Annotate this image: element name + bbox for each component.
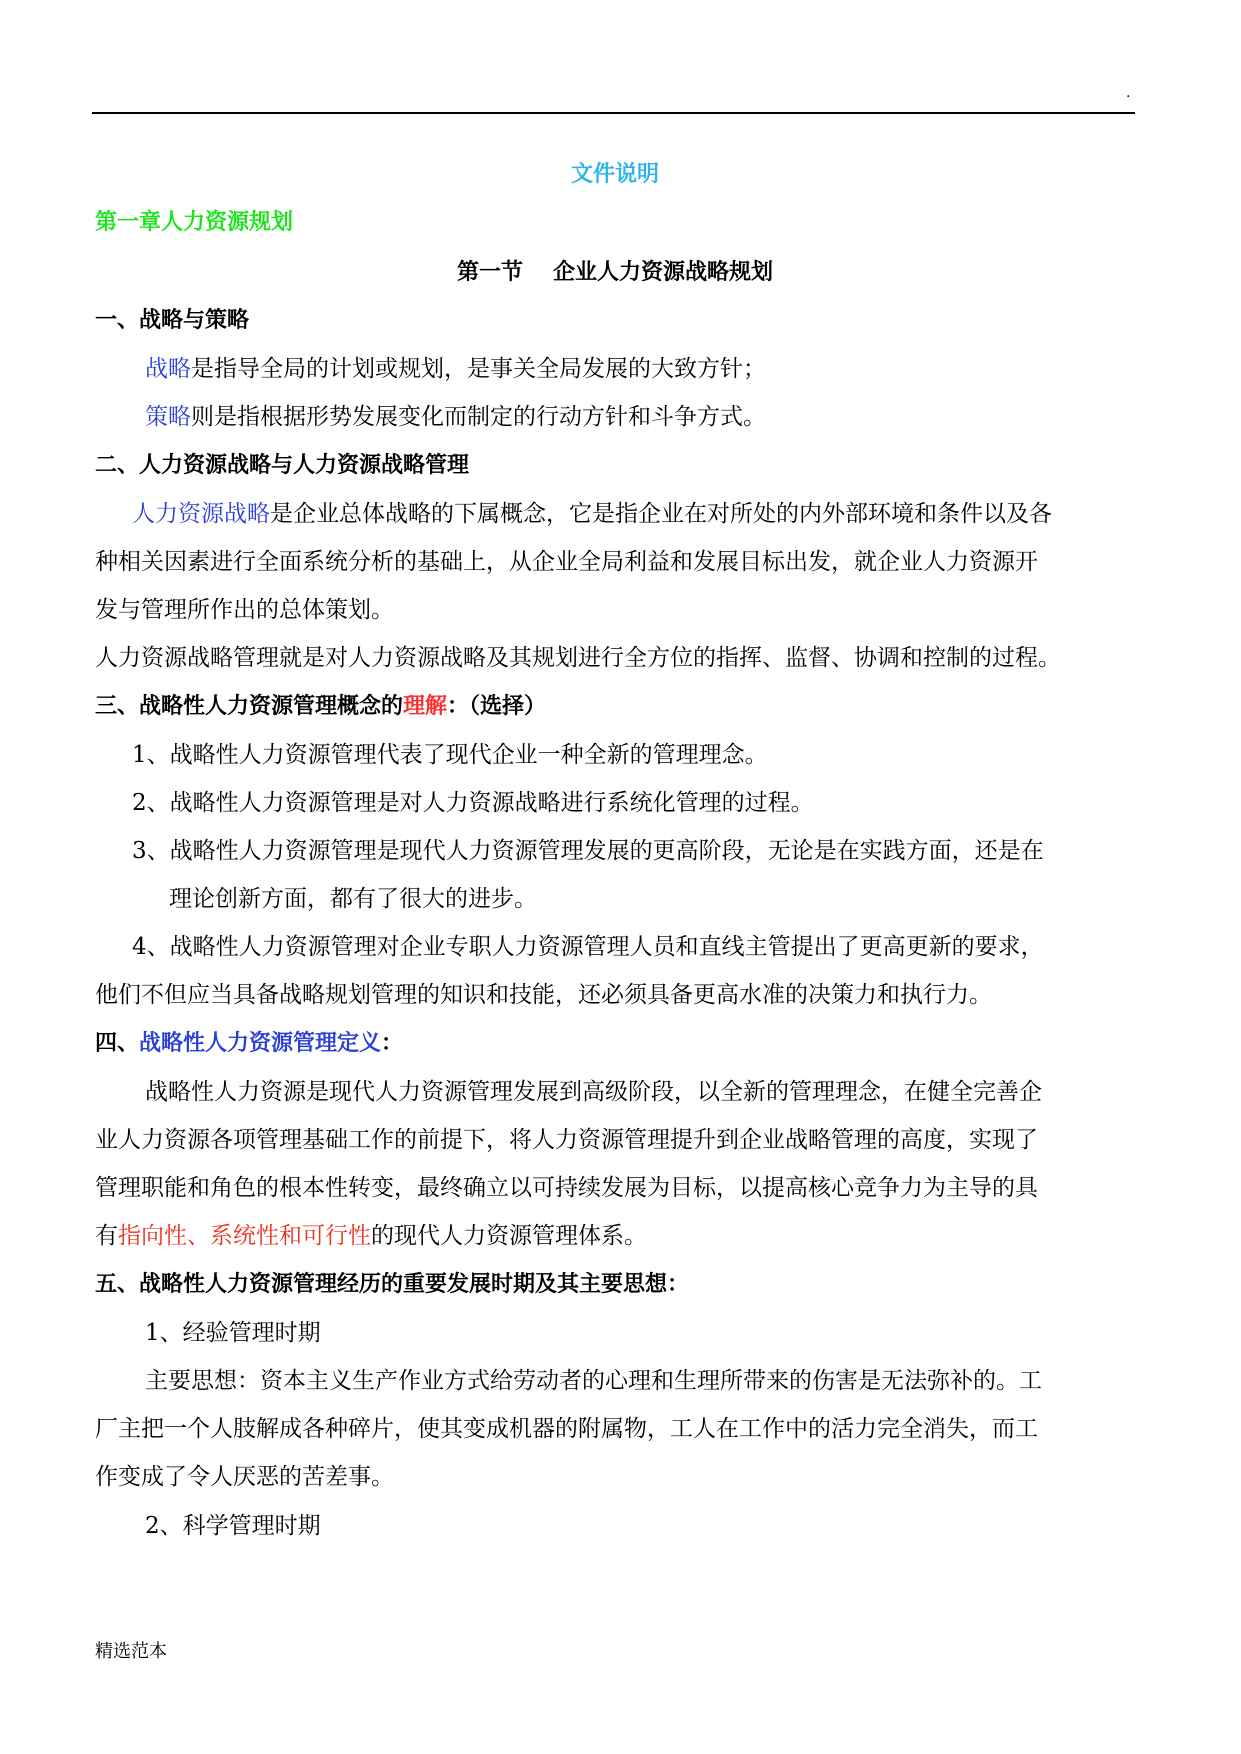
list-item-3-line1: 3、战略性人力资源管理是现代人力资源管理发展的更高阶段，无论是在实践方面，还是在 xyxy=(132,838,1044,864)
heading-strategy-tactics: 一、战略与策略 xyxy=(95,308,250,333)
definition-line4: 有指向性、系统性和可行性的现代人力资源管理体系。 xyxy=(95,1223,647,1249)
list-item-1: 1、战略性人力资源管理代表了现代企业一种全新的管理理念。 xyxy=(132,742,768,768)
paragraph-hr-strategy-line2: 种相关因素进行全面系统分析的基础上，从企业全局利益和发展目标出发，就企业人力资源开 xyxy=(95,549,1038,575)
main-thought-line2: 厂主把一个人肢解成各种碎片，使其变成机器的附属物，工人在工作中的活力完全消失，而工 xyxy=(95,1416,1038,1442)
heading-hr-strategy: 二、人力资源战略与人力资源战略管理 xyxy=(95,453,470,478)
paragraph-hr-strategy-management: 人力资源战略管理就是对人力资源战略及其规划进行全方位的指挥、监督、协调和控制的过程。 xyxy=(95,645,1061,671)
term-hr-strategy: 人力资源战略 xyxy=(132,501,270,527)
paragraph-tactics: 策略则是指根据形势发展变化而制定的行动方针和斗争方式。 xyxy=(145,404,766,430)
list-item-2: 2、战略性人力资源管理是对人力资源战略进行系统化管理的过程。 xyxy=(132,790,814,816)
term-strategic-hrm-definition: 战略性人力资源管理定义 xyxy=(139,1031,382,1056)
heading-strategic-hrm-understanding: 三、战略性人力资源管理概念的理解：（选择） xyxy=(95,694,547,719)
paragraph-hr-strategy-line3: 发与管理所作出的总体策划。 xyxy=(95,597,394,623)
paragraph-strategy: 战略是指导全局的计划或规划，是事关全局发展的大致方针； xyxy=(145,356,766,382)
definition-line3: 管理职能和角色的根本性转变，最终确立以可持续发展为目标，以提高核心竞争力为主导的具 xyxy=(95,1175,1038,1201)
main-thought-line3: 作变成了令人厌恶的苦差事。 xyxy=(95,1464,394,1490)
definition-line1: 战略性人力资源是现代人力资源管理发展到高级阶段，以全新的管理理念，在健全完善企 xyxy=(145,1079,1042,1105)
list-item-4-line2: 他们不但应当具备战略规划管理的知识和技能，还必须具备更高水准的决策力和执行力。 xyxy=(95,982,992,1008)
section-label: 第一节 xyxy=(456,260,523,285)
heading-development-periods: 五、战略性人力资源管理经历的重要发展时期及其主要思想： xyxy=(95,1272,690,1297)
header-rule xyxy=(92,112,1135,114)
definition-line2: 业人力资源各项管理基础工作的前提下，将人力资源管理提升到企业战略管理的高度，实现了 xyxy=(95,1127,1038,1153)
chapter-heading: 第一章人力资源规划 xyxy=(95,210,294,235)
main-thought-line1: 主要思想：资本主义生产作业方式给劳动者的心理和生理所带来的伤害是无法弥补的。工 xyxy=(145,1368,1042,1394)
document-title: 文件说明 xyxy=(570,162,659,187)
term-strategy: 战略 xyxy=(145,356,191,382)
highlight-properties: 指向性、系统性和可行性 xyxy=(118,1223,371,1249)
section-title: 企业人力资源战略规划 xyxy=(553,260,774,285)
term-tactics: 策略 xyxy=(145,404,191,430)
list-item-3-line2: 理论创新方面，都有了很大的进步。 xyxy=(169,886,537,912)
header-dot: . xyxy=(1126,85,1131,101)
heading-strategic-hrm-definition: 四、战略性人力资源管理定义： xyxy=(95,1031,404,1056)
paragraph-hr-strategy-line1: 人力资源战略是企业总体战略的下属概念，它是指企业在对所处的内外部环境和条件以及各 xyxy=(132,501,1052,527)
footer-text: 精选范本 xyxy=(95,1641,167,1662)
highlight-understanding: 理解 xyxy=(403,694,448,719)
period-scientific-management: 2、科学管理时期 xyxy=(145,1513,321,1539)
period-experience-management: 1、经验管理时期 xyxy=(145,1320,321,1346)
section-heading xyxy=(95,255,1135,291)
list-item-4-line1: 4、战略性人力资源管理对企业专职人力资源管理人员和直线主管提出了更高更新的要求， xyxy=(132,934,1044,960)
